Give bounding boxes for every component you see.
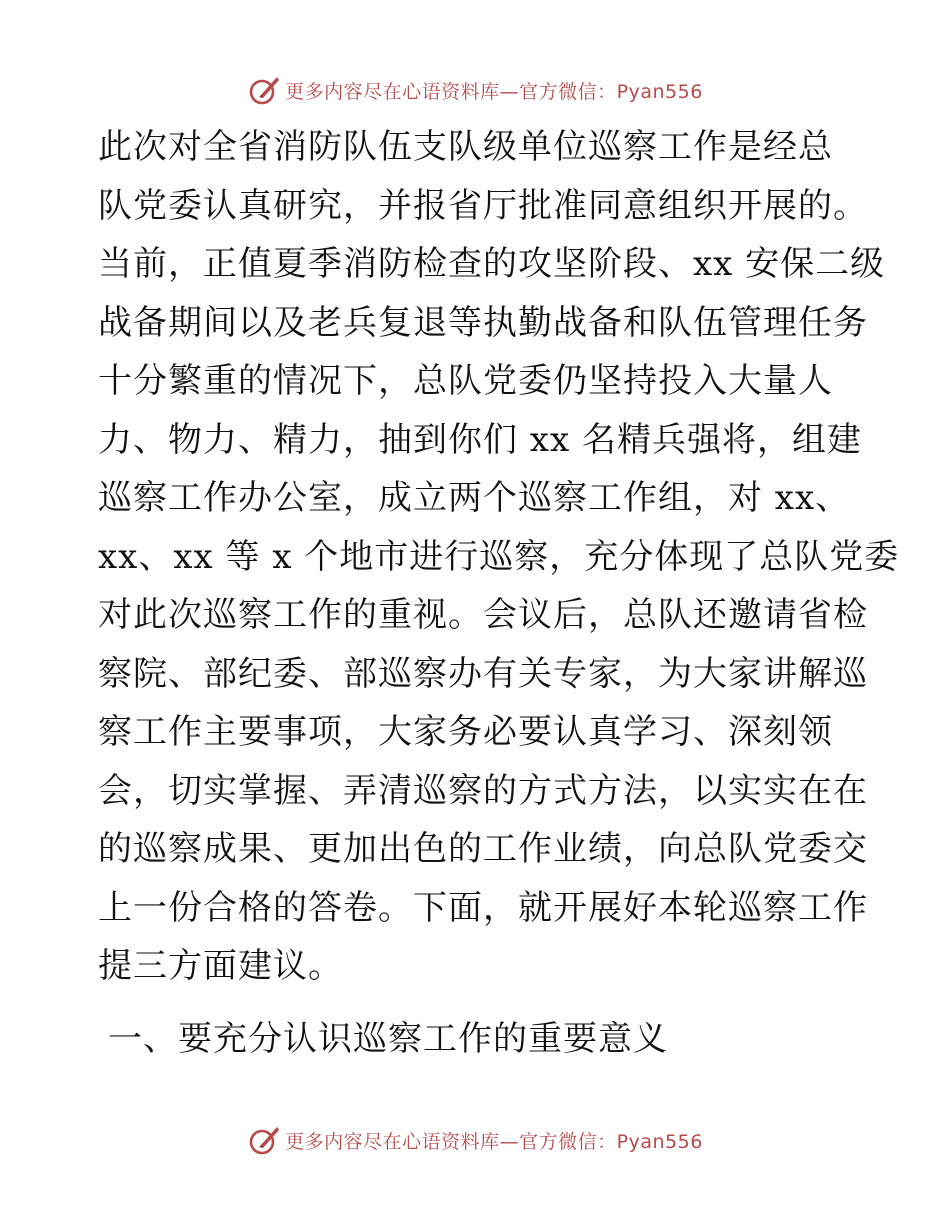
paragraph-line: 上一份合格的答卷。下面，就开展好本轮巡察工作 xyxy=(98,887,868,928)
paragraph-line: 当前，正值夏季消防检查的攻坚阶段、xx 安保二级 xyxy=(98,244,886,284)
watermark-text: 更多内容尽在心语资料库—官方微信：Pyan556 xyxy=(285,80,703,103)
paragraph-line: 察工作主要事项，大家务必要认真学习、深刻领 xyxy=(98,712,833,752)
watermark-text: 更多内容尽在心语资料库—官方微信：Pyan556 xyxy=(285,1130,703,1153)
quill-circle-icon xyxy=(247,73,281,107)
paragraph-line: 的巡察成果、更加出色的工作业绩，向总队党委交 xyxy=(98,829,868,869)
section-heading: 一、要充分认识巡察工作的重要意义 xyxy=(108,1019,668,1059)
document-body xyxy=(98,118,900,996)
paragraph-line: 十分繁重的情况下，总队党委仍坚持投入大量人 xyxy=(98,361,833,401)
quill-circle-icon xyxy=(247,1123,281,1157)
paragraph-line: 提三方面建议。 xyxy=(98,946,343,986)
paragraph-line: 会，切实掌握、弄清巡察的方式方法，以实实在在 xyxy=(98,770,868,811)
paragraph-line: 此次对全省消防队伍支队级单位巡察工作是经总 xyxy=(98,127,833,167)
paragraph-line: 战备期间以及老兵复退等执勤战备和队伍管理任务 xyxy=(98,302,868,343)
footer-watermark xyxy=(0,1120,950,1160)
paragraph-line: 巡察工作办公室，成立两个巡察工作组，对 xx、 xyxy=(98,478,851,518)
paragraph-line: 对此次巡察工作的重视。会议后，总队还邀请省检 xyxy=(98,595,868,635)
paragraph-line: 队党委认真研究，并报省厅批准同意组织开展的。 xyxy=(98,185,868,226)
paragraph-line: xx、xx 等 x 个地市进行巡察，充分体现了总队党委 xyxy=(98,536,900,577)
header-watermark xyxy=(0,70,950,110)
paragraph-line: 力、物力、精力，抽到你们 xx 名精兵强将，组建 xyxy=(98,419,862,460)
paragraph-line: 察院、部纪委、部巡察办有关专家，为大家讲解巡 xyxy=(98,653,868,694)
